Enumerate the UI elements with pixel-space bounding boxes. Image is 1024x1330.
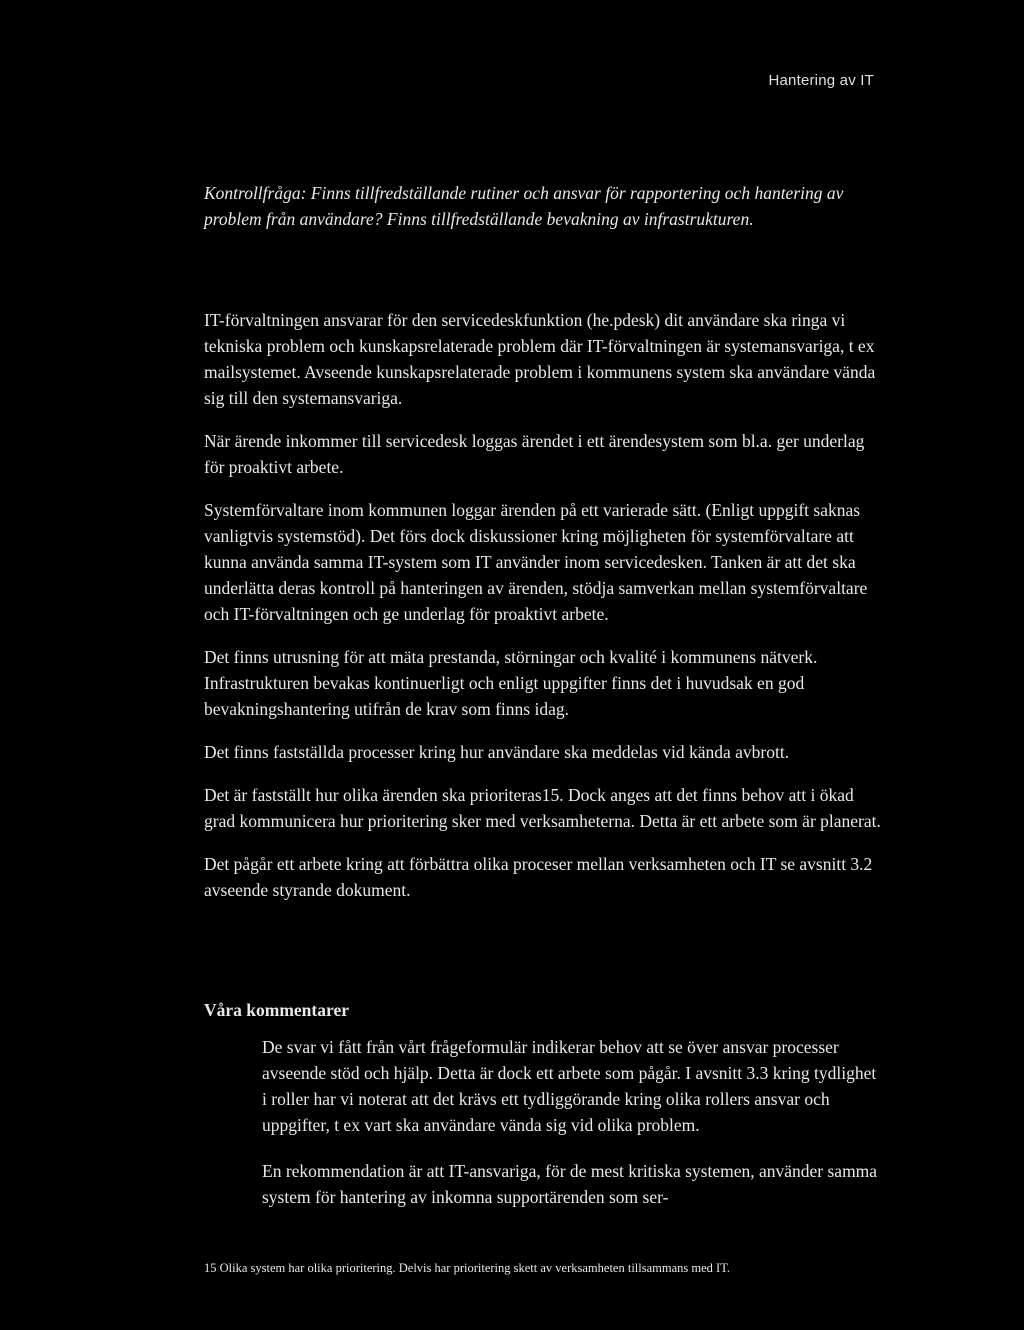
footnote: 15 Olika system har olika prioritering. Delvis har prioritering skett av verksamheten tillsammans med IT. xyxy=(204,1261,731,1275)
paragraph-system-administrators: Systemförvaltare inom kommunen loggar ärenden på ett varierade sätt. (Enligt uppgift saknas vanligtvis systemstöd). Det förs dock diskussioner kring möjligheten för systemförvaltare att kunna använda samma IT-system som IT använder inom servicedesken. Tanken är att det ska underlätta deras kontroll på hanteringen av ärenden, stödja samverkan mellan systemförvaltare och IT-förvaltningen och ge underlag för proaktivt arbete. xyxy=(204,500,868,624)
paragraph-servicedesk: IT-förvaltningen ansvarar för den servicedeskfunktion (he.pdesk) dit användare ska ringa vi tekniska problem och kunskapsrelaterade problem där IT-förvaltningen är systemansvariga, t ex mailsystemet. Avseende kunskapsrelaterade problem i kommunens system ska användare vända sig till den systemansvariga. xyxy=(204,310,876,408)
comments-heading: Våra kommentarer xyxy=(204,1000,349,1020)
paragraph-network-monitoring: Det finns utrusning för att mäta prestanda, störningar och kvalité i kommunens nätverk. Infrastrukturen bevakas kontinuerligt och enligt uppgifter finns det i huvudsak en god bevakningshantering utifrån de krav som finns idag. xyxy=(204,647,818,719)
control-question: Kontrollfråga: Finns tillfredställande rutiner och ansvar för rapportering och hantering av problem från användare? Finns tillfredställande bevakning av infrastrukturen. xyxy=(204,183,844,229)
paragraph-case-logging: När ärende inkommer till servicedesk loggas ärendet i ett ärendesystem som bl.a. ger underlag för proaktivt arbete. xyxy=(204,431,865,477)
paragraph-process-improvement: Det pågår ett arbete kring att förbättra olika proceser mellan verksamheten och IT se avsnitt 3.2 avseende styrande dokument. xyxy=(204,854,873,900)
comment-paragraph-2: En rekommendation är att IT-ansvariga, för de mest kritiska systemen, använder samma system för hantering av inkomna supportärenden som ser- xyxy=(262,1161,878,1207)
main-body xyxy=(204,307,884,920)
comments-section xyxy=(262,1034,882,1230)
comment-paragraph-1: De svar vi fått från vårt frågeformulär indikerar behov att se över ansvar processer avseende stöd och hjälp. Detta är dock ett arbete som pågår. I avsnitt 3.3 kring tydlighet i roller har vi noterat att det krävs ett tydliggörande kring olika rollers ansvar och uppgifter, t ex vart ska användare vända sig vid olika problem. xyxy=(262,1037,877,1135)
paragraph-prioritization: Det är fastställt hur olika ärenden ska prioriteras15. Dock anges att det finns behov att i ökad grad kommunicera hur prioritering sker med verksamheterna. Detta är ett arbete som är planerat. xyxy=(204,785,881,831)
paragraph-outage-processes: Det finns fastställda processer kring hur användare ska meddelas vid kända avbrott. xyxy=(204,742,790,762)
page-header-title: Hantering av IT xyxy=(768,72,874,89)
